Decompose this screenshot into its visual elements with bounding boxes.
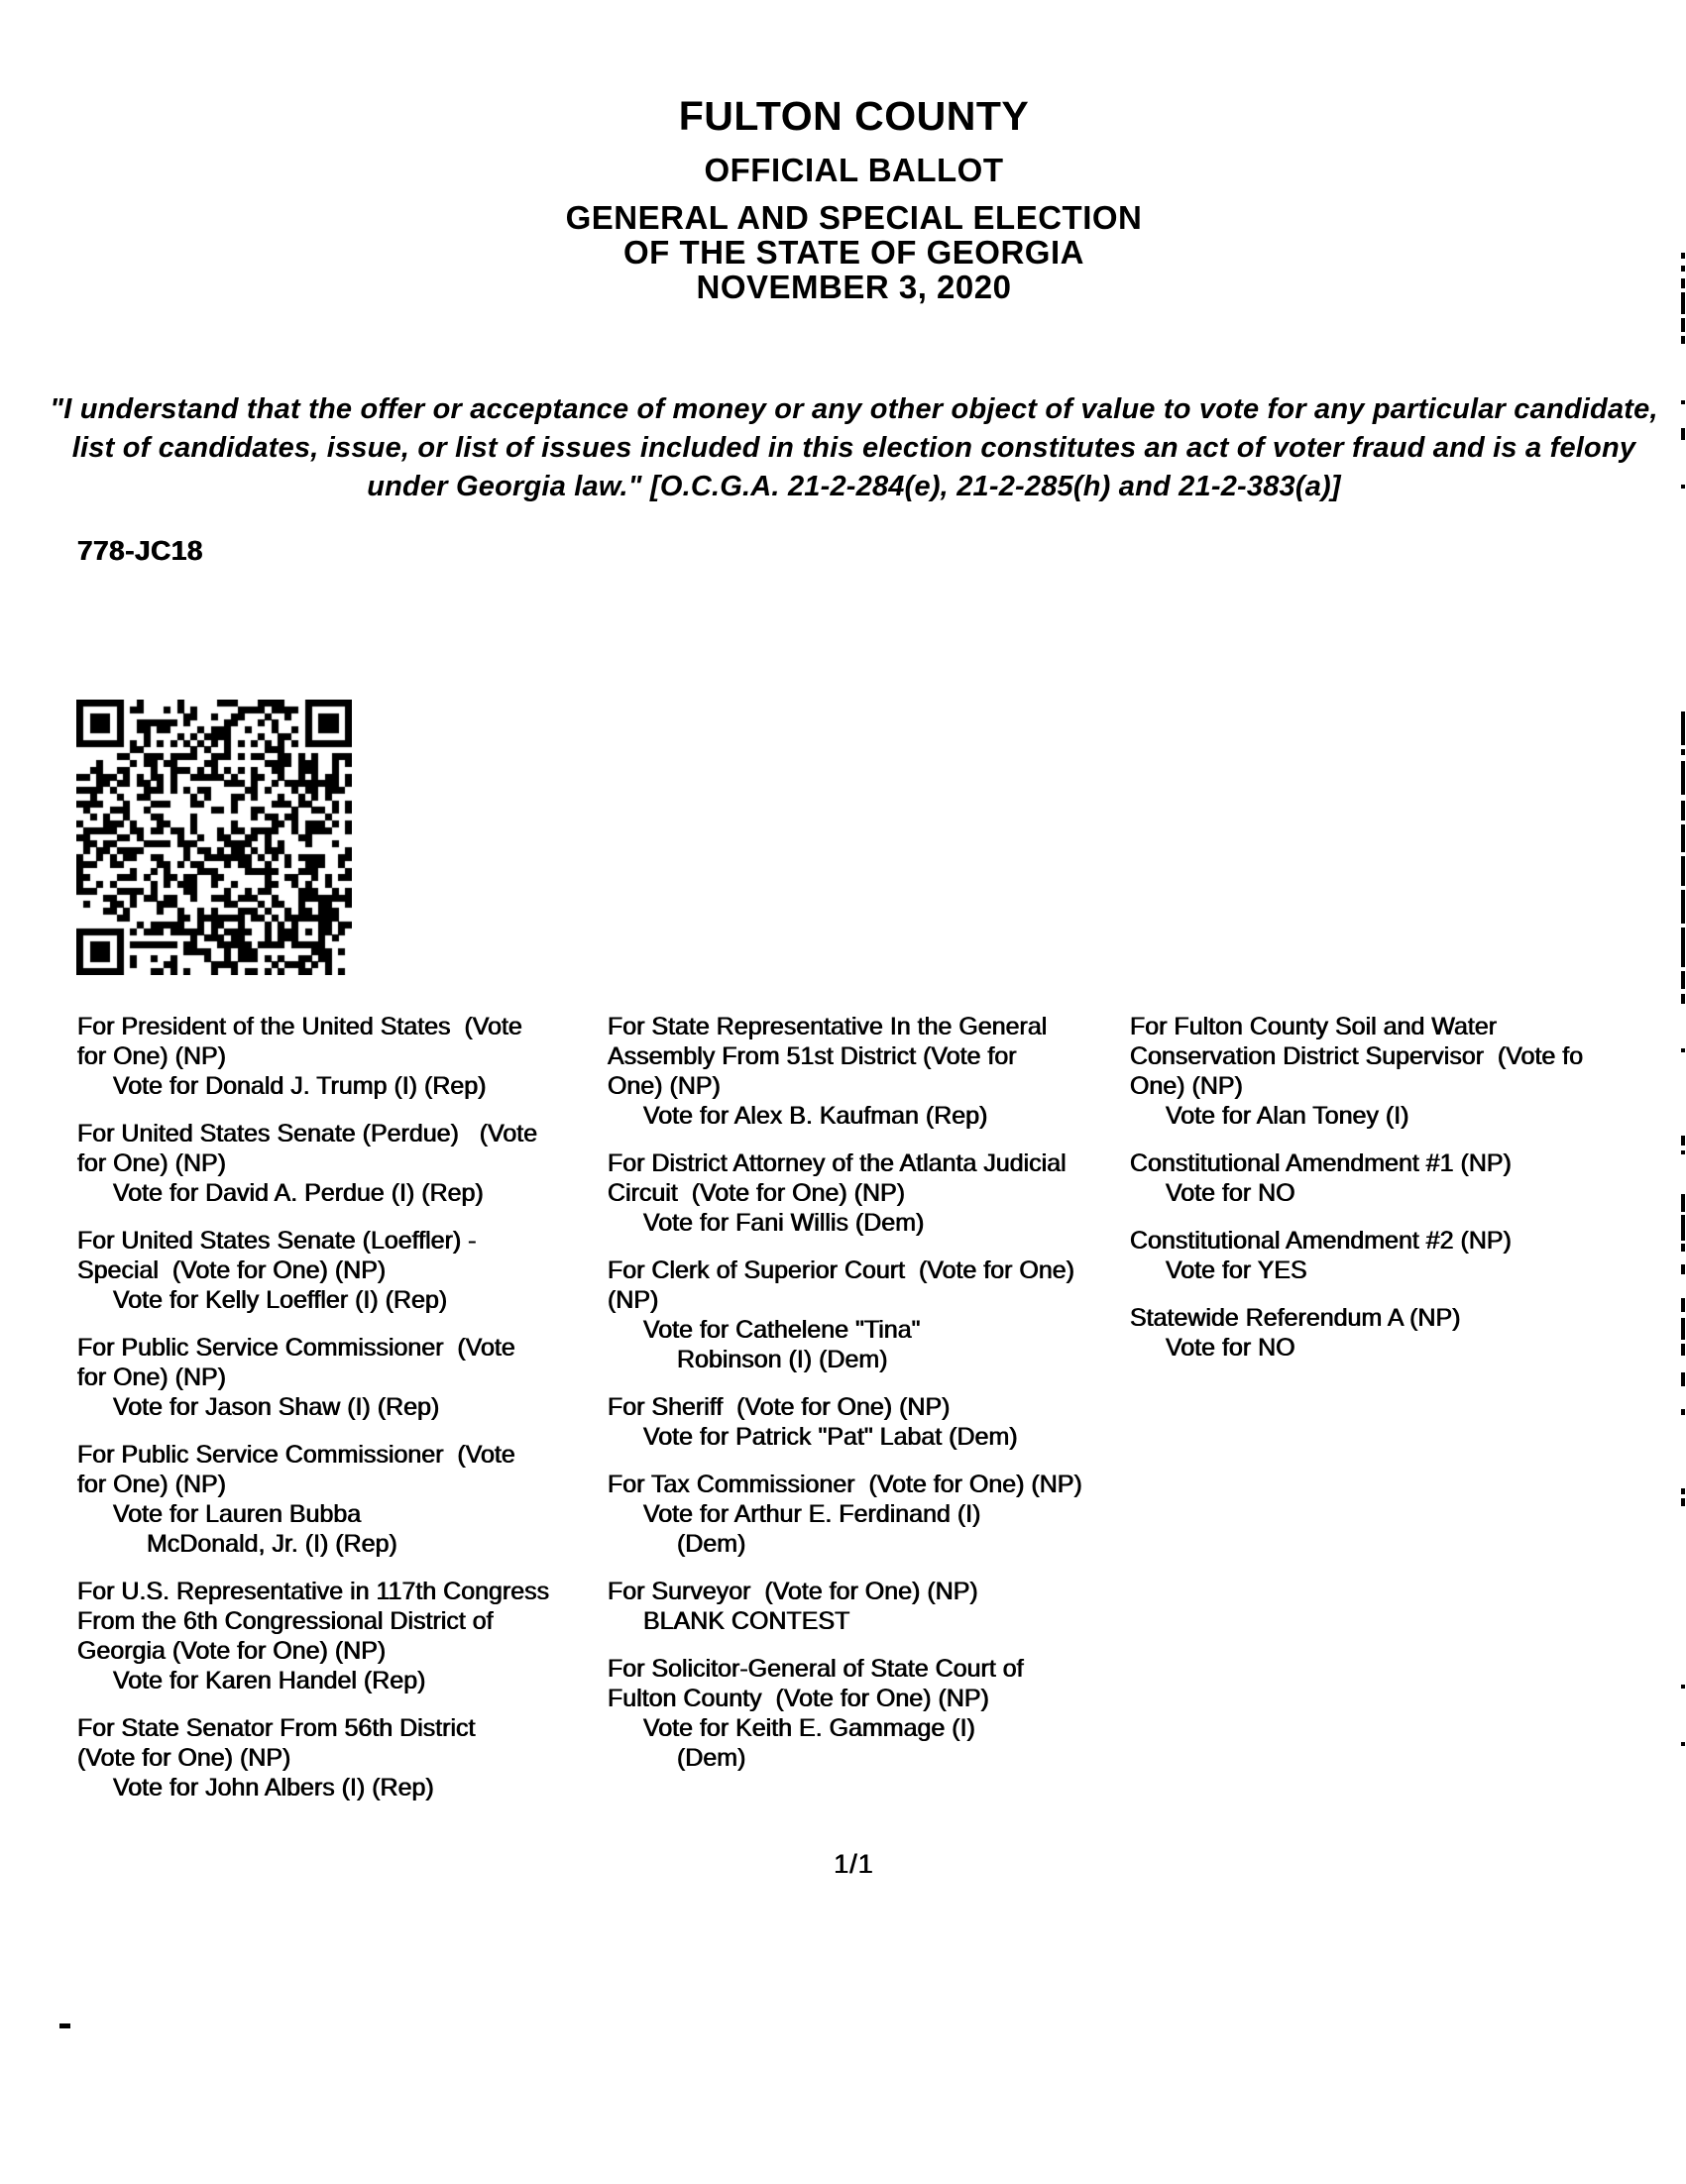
contest-title-line: For President of the United States (Vote — [77, 1013, 522, 1040]
scan-edge-mark — [1681, 1488, 1685, 1494]
vote-line: Vote for Keith E. Gammage (I) — [643, 1714, 975, 1742]
scan-edge-mark — [1681, 1344, 1685, 1356]
contest-title-line: Georgia (Vote for One) (NP) — [77, 1637, 387, 1665]
contest-title-line: For United States Senate (Perdue) (Vote — [77, 1120, 538, 1147]
vote-line: Vote for John Albers (I) (Rep) — [113, 1774, 434, 1802]
vote-line: Vote for Kelly Loeffler (I) (Rep) — [113, 1286, 448, 1314]
contest — [608, 1256, 1143, 1374]
vote-line: Vote for Alex B. Kaufman (Rep) — [643, 1102, 988, 1130]
scan-edge-mark — [1681, 1685, 1685, 1689]
scan-edge-mark — [1681, 971, 1685, 989]
scan-edge-mark — [1681, 1048, 1685, 1052]
vote-line: Vote for Donald J. Trump (I) (Rep) — [113, 1072, 487, 1100]
contest-title-line: For State Representative In the General — [608, 1013, 1048, 1040]
contest — [1130, 1303, 1686, 1363]
contest-title-line: For State Senator From 56th District — [77, 1714, 476, 1742]
contest-column-2 — [608, 1012, 1143, 1791]
contest-title-line: For Solicitor-General of State Court of — [608, 1655, 1024, 1683]
scan-edge-mark — [1681, 292, 1685, 314]
scan-edge-mark — [1681, 336, 1685, 344]
contest — [77, 1440, 578, 1559]
scan-edge-mark — [1681, 856, 1685, 886]
contest-title-line: for One) (NP) — [77, 1471, 227, 1498]
ballot-type-title: OFFICIAL BALLOT — [704, 152, 1004, 188]
scan-edge-mark — [1681, 1372, 1685, 1386]
contest-title-line: Assembly From 51st District (Vote for — [608, 1042, 1017, 1070]
contest-title-line: (Vote for One) (NP) — [77, 1744, 291, 1772]
contest-title-line: Fulton County (Vote for One) (NP) — [608, 1685, 989, 1712]
contest-title-line: For Clerk of Superior Court (Vote for One) — [608, 1256, 1075, 1284]
scan-edge-mark — [1681, 761, 1685, 795]
contest-title-line: One) (NP) — [1130, 1072, 1243, 1100]
contest — [77, 1713, 578, 1802]
contest — [608, 1577, 1143, 1636]
contest — [608, 1654, 1143, 1773]
fraud-disclaimer-line1: "I understand that the offer or acceptance of money or any other object of value to vote for any particular candidate, — [50, 393, 1658, 425]
scan-edge-mark — [1681, 1150, 1685, 1154]
scan-edge-mark — [1681, 318, 1685, 332]
ballot-style-code: 778-JC18 — [77, 535, 203, 566]
scan-edge-mark — [1681, 1244, 1685, 1252]
contest-title-line: Conservation District Supervisor (Vote fo — [1130, 1042, 1584, 1070]
vote-line: Vote for YES — [1166, 1256, 1307, 1284]
county-title: FULTON COUNTY — [678, 93, 1030, 139]
scan-edge-mark — [1681, 400, 1685, 404]
scan-edge-mark — [1681, 1498, 1685, 1506]
scan-edge-mark — [1681, 749, 1685, 755]
contest-title-line: For U.S. Representative in 117th Congress — [77, 1578, 550, 1605]
scan-edge-mark — [1681, 824, 1685, 852]
contest-column-3 — [1130, 1012, 1686, 1380]
contest — [77, 1226, 578, 1315]
scan-edge-mark — [1681, 266, 1685, 272]
contest-title-line: Constitutional Amendment #1 (NP) — [1130, 1149, 1512, 1177]
scan-edge-mark — [1681, 1318, 1685, 1340]
qr-code — [76, 700, 352, 975]
vote-line: Vote for Arthur E. Ferdinand (I) — [643, 1500, 981, 1528]
contest — [1130, 1148, 1686, 1208]
scan-edge-mark — [1681, 1264, 1685, 1274]
contest-title-line: For Public Service Commissioner (Vote — [77, 1441, 515, 1469]
election-title-line2: OF THE STATE OF GEORGIA — [623, 234, 1084, 271]
contest-title-line: For Public Service Commissioner (Vote — [77, 1334, 515, 1362]
contest — [77, 1333, 578, 1422]
contest-title-line: For Tax Commissioner (Vote for One) (NP) — [608, 1471, 1082, 1498]
scan-dash-artifact — [59, 2023, 70, 2028]
vote-line: (Dem) — [677, 1530, 746, 1558]
contest-title-line: Special (Vote for One) (NP) — [77, 1256, 387, 1284]
fraud-disclaimer — [22, 390, 1686, 506]
vote-line: Vote for NO — [1166, 1179, 1295, 1207]
contest-title-line: For United States Senate (Loeffler) - — [77, 1227, 477, 1255]
contest — [1130, 1012, 1686, 1131]
contest — [77, 1119, 578, 1208]
scan-edge-mark — [1681, 1742, 1685, 1746]
scan-edge-mark — [1681, 801, 1685, 820]
fraud-disclaimer-line3: under Georgia law." [O.C.G.A. 21-2-284(e), 21-2-285(h) and 21-2-383(a)] — [367, 471, 1341, 502]
contest — [608, 1470, 1143, 1559]
scan-edge-mark — [1681, 1409, 1685, 1415]
contest-title-line: for One) (NP) — [77, 1364, 227, 1391]
vote-line: Vote for NO — [1166, 1334, 1295, 1362]
contest-column-1 — [77, 1012, 578, 1820]
contest-title-line: Circuit (Vote for One) (NP) — [608, 1179, 906, 1207]
contest — [608, 1012, 1143, 1131]
contest — [1130, 1226, 1686, 1285]
contest-title-line: for One) (NP) — [77, 1149, 227, 1177]
vote-line: Robinson (I) (Dem) — [677, 1346, 888, 1373]
vote-line: Vote for David A. Perdue (I) (Rep) — [113, 1179, 484, 1207]
contest-title-line: From the 6th Congressional District of — [77, 1607, 494, 1635]
scan-edge-mark — [1681, 253, 1685, 259]
scan-edge-mark — [1681, 278, 1685, 288]
scan-edge-mark — [1681, 1194, 1685, 1212]
election-title — [22, 200, 1686, 304]
scan-edge-mark — [1681, 485, 1685, 489]
contest-title-line: For Surveyor (Vote for One) (NP) — [608, 1578, 978, 1605]
contest-title-line: (NP) — [608, 1286, 659, 1314]
vote-line: McDonald, Jr. (I) (Rep) — [147, 1530, 397, 1558]
contest — [77, 1012, 578, 1101]
vote-line: Vote for Jason Shaw (I) (Rep) — [113, 1393, 440, 1421]
scan-edge-mark — [1681, 994, 1685, 1004]
contest-title-line: For District Attorney of the Atlanta Judicial — [608, 1149, 1067, 1177]
scan-edge-mark — [1681, 890, 1685, 924]
vote-line: (Dem) — [677, 1744, 746, 1772]
scan-edge-mark — [1681, 1215, 1685, 1241]
contest-title-line: For Sheriff (Vote for One) (NP) — [608, 1393, 951, 1421]
scan-edge-mark — [1681, 711, 1685, 745]
vote-line: Vote for Cathelene "Tina" — [643, 1316, 921, 1344]
scan-edge-mark — [1681, 428, 1685, 440]
contest — [608, 1148, 1143, 1238]
election-title-line3: NOVEMBER 3, 2020 — [696, 269, 1012, 305]
fraud-disclaimer-line2: list of candidates, issue, or list of issues included in this election constitutes an act of voter fraud and is a felony — [71, 432, 1636, 464]
contest-title-line: For Fulton County Soil and Water — [1130, 1013, 1498, 1040]
vote-line: Vote for Patrick "Pat" Labat (Dem) — [643, 1423, 1018, 1451]
vote-line: Vote for Alan Toney (I) — [1166, 1102, 1409, 1130]
contest — [608, 1392, 1143, 1452]
contest-title-line: Statewide Referendum A (NP) — [1130, 1304, 1461, 1332]
contest-title-line: for One) (NP) — [77, 1042, 227, 1070]
scan-edge-mark — [1681, 928, 1685, 967]
scan-edge-mark — [1681, 1298, 1685, 1312]
vote-line: BLANK CONTEST — [643, 1607, 850, 1635]
contest — [77, 1577, 578, 1695]
vote-line: Vote for Fani Willis (Dem) — [643, 1209, 925, 1237]
page-number: 1/1 — [834, 1849, 874, 1879]
election-title-line1: GENERAL AND SPECIAL ELECTION — [565, 199, 1143, 236]
vote-line: Vote for Karen Handel (Rep) — [113, 1667, 426, 1694]
vote-line: Vote for Lauren Bubba — [113, 1500, 362, 1528]
scan-edge-mark — [1681, 1136, 1685, 1146]
contest-title-line: One) (NP) — [608, 1072, 721, 1100]
contest-title-line: Constitutional Amendment #2 (NP) — [1130, 1227, 1512, 1255]
